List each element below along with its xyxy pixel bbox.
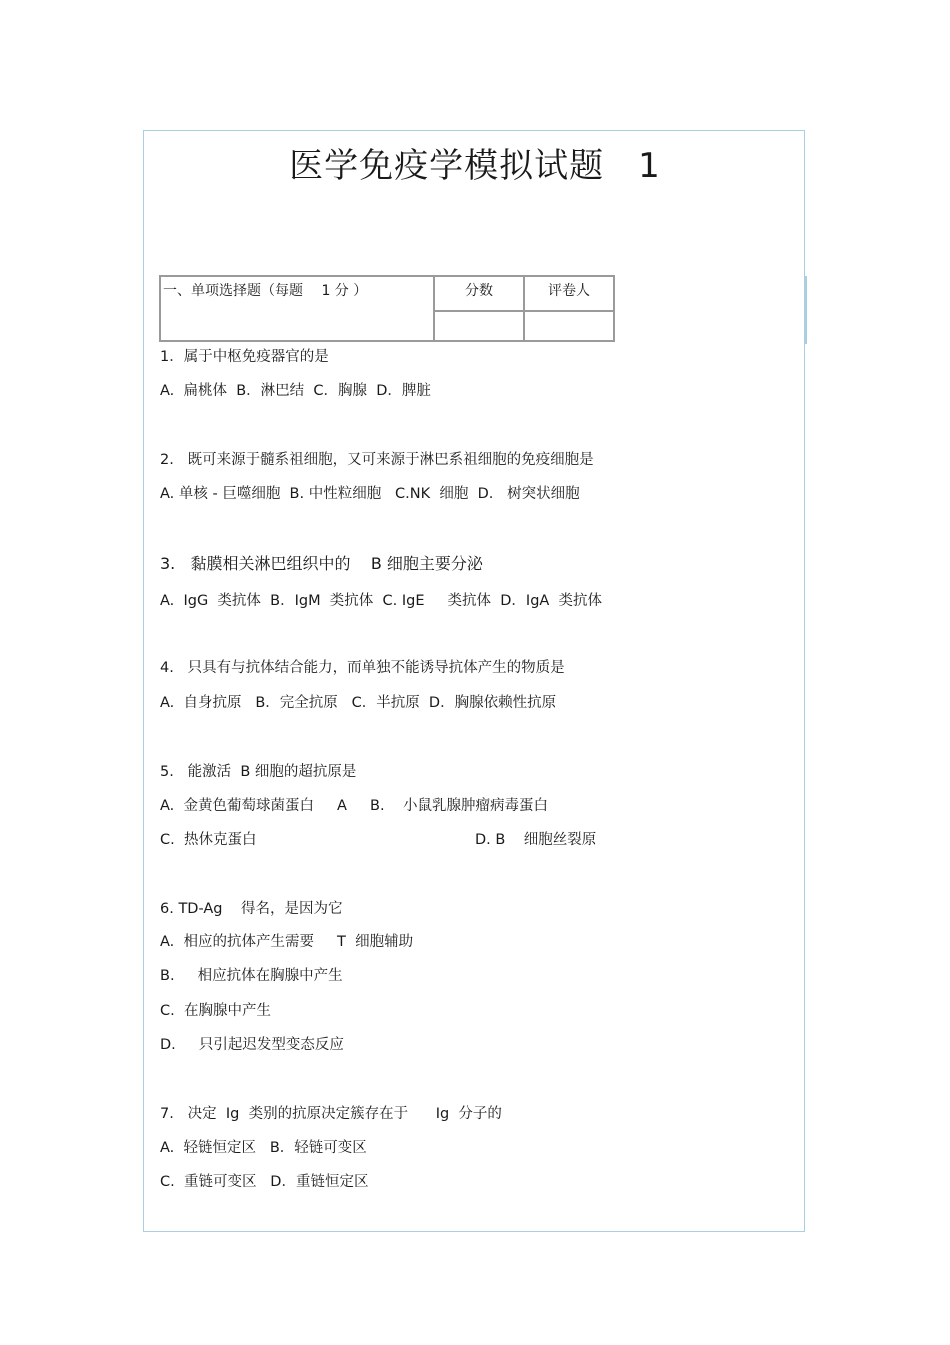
question-5: 5. 能激活 B 细胞的超抗原是 — [160, 764, 357, 780]
score-blank-cell — [434, 311, 524, 341]
grader-blank-cell — [524, 311, 614, 341]
question-1: 1．属于中枢免疫器官的是 — [160, 349, 329, 365]
question-5-option-c: C. 热休克蛋白 — [160, 832, 257, 848]
question-6-option-c: C. 在胸腺中产生 — [160, 1003, 271, 1019]
question-6-option-a: A. 相应的抗体产生需要 T 细胞辅助 — [160, 934, 414, 950]
question-7-options-a: A. 轻链恒定区 B．轻链可变区 — [160, 1140, 367, 1156]
question-3-options: A. IgG 类抗体 B．IgM 类抗体 C. IgE 类抗体 D．IgA 类抗体 — [160, 593, 603, 609]
title-text: 医学免疫学模拟试题 — [289, 146, 605, 186]
question-2-options: A. 单核 - 巨噬细胞 B. 中性粒细胞 C.NK 细胞 D. 树突状细胞 — [160, 486, 580, 502]
question-5-options-a: A. 金黄色葡萄球菌蛋白 A B. 小鼠乳腺肿瘤病毒蛋白 — [160, 798, 548, 814]
question-7: 7. 决定 Ig 类别的抗原决定簇存在于 Ig 分子的 — [160, 1106, 502, 1122]
question-6-option-d: D. 只引起迟发型变态反应 — [160, 1037, 344, 1053]
question-4: 4. 只具有与抗体结合能力，而单独不能诱导抗体产生的物质是 — [160, 660, 565, 676]
question-2: 2. 既可来源于髓系祖细胞，又可来源于淋巴系祖细胞的免疫细胞是 — [160, 452, 594, 468]
page-title — [0, 138, 950, 187]
question-6: 6. TD-Ag 得名，是因为它 — [160, 901, 343, 917]
frame-edge-mark — [805, 276, 807, 344]
score-header: 分数 — [434, 276, 524, 311]
section-label: 一、单项选择题（每题 1 分 ） — [160, 276, 434, 341]
question-3: 3. 黏膜相关淋巴组织中的 B 细胞主要分泌 — [160, 554, 483, 573]
score-table — [159, 275, 615, 342]
question-4-options: A. 自身抗原 B．完全抗原 C．半抗原 D．胸腺依赖性抗原 — [160, 695, 557, 711]
grader-header: 评卷人 — [524, 276, 614, 311]
question-1-options: A. 扁桃体 B．淋巴结 C．胸腺 D．脾脏 — [160, 383, 431, 399]
title-number: 1 — [638, 146, 661, 186]
question-5-option-d: D. B 细胞丝裂原 — [475, 832, 597, 848]
question-6-option-b: B. 相应抗体在胸腺中产生 — [160, 968, 343, 984]
question-7-options-c: C. 重链可变区 D．重链恒定区 — [160, 1174, 369, 1190]
